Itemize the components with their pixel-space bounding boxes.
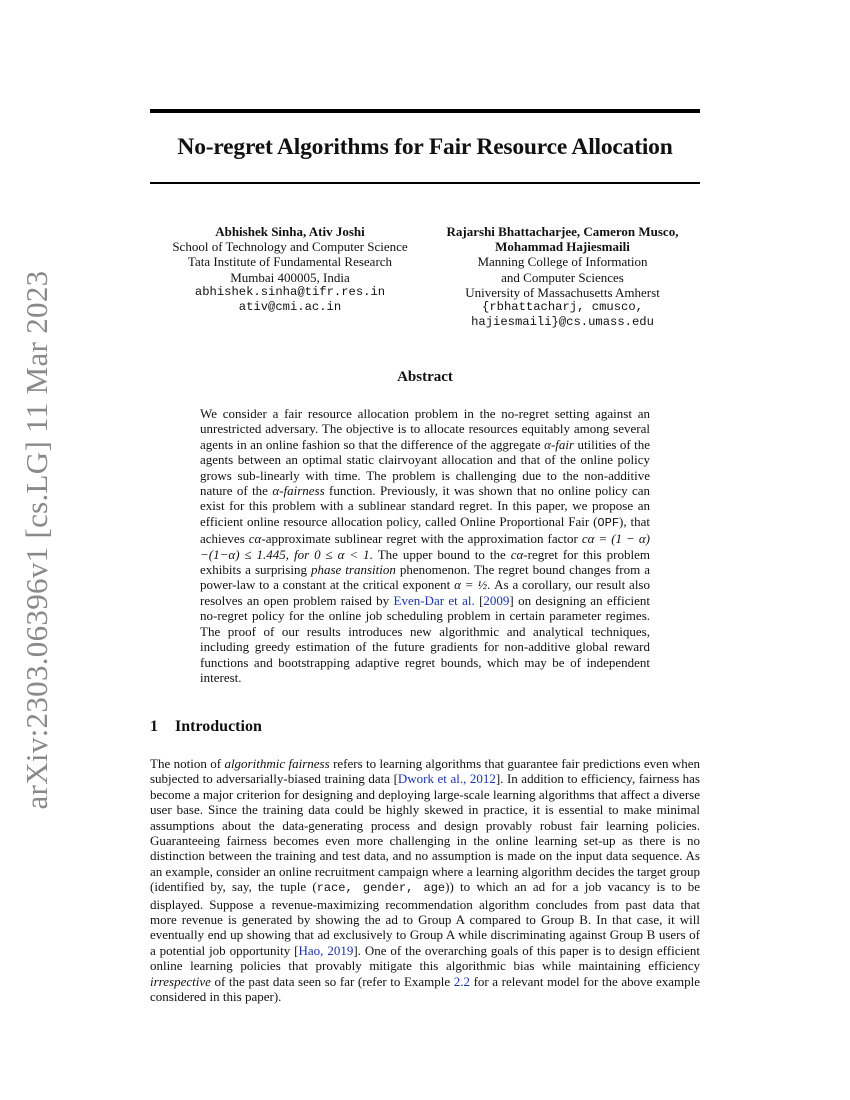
tuple-code: race, gender, age <box>316 881 446 896</box>
abstract-text-run: -approximate sublinear regret with the approximation factor <box>261 531 582 547</box>
author-email[interactable]: {rbhattacharj, cmusco, <box>482 300 643 315</box>
author-names: Mohammad Hajiesmaili <box>495 239 630 255</box>
math-alpha-fairness: α-fairness <box>272 483 325 499</box>
opf-code: OPF <box>597 515 620 530</box>
affiliation-line: School of Technology and Computer Science <box>172 239 408 255</box>
author-names: Abhishek Sinha, Ativ Joshi <box>215 224 365 239</box>
math-alpha-fair: α-fair <box>544 436 575 452</box>
abstract-text-run: on designing an efficient no-regret policy for the online job scheduling problem in certain parameter regimes. The proof of our results introduces new algorithmic and analytical techniques, including greedy estimation of the future gradients for non-additive global reward functions and bootstrapping adaptive regret bounds, which may be of independent interest. <box>200 592 650 685</box>
citation-link-hao[interactable]: Hao, 2019 <box>298 942 354 958</box>
math-critical-exponent: α = ½ <box>454 577 488 593</box>
arxiv-identifier: arXiv:2303.06396v1 [cs.LG] 11 Mar 2023 <box>19 270 54 810</box>
abstract-text: We consider a fair resource allocation problem in the no-regret setting against an unrestricted adversary. The objective is to allocate resources equitably among several agents in an online fashion so that the difference of the aggregate α-fair utilities of the agents between an optimal static clairvoyant allocation and that of the online policy grows sub-linearly with time. The problem is challenging due to the non-additive nature of the α-fairness function. Previously, it was shown that no online policy can exist for this problem with a sublinear standard regret. In this paper, we propose an efficient online resource allocation policy, called Online Proportional Fair (OPF), that achieves cα-approximate sublinear regret with the approximation factor cα = (1 − α)−(1−α) ≤ 1.445, for 0 ≤ α < 1. The upper bound to the cα-regret for this problem exhibits a surprising phase transition phenomenon. The regret bound changes from a power-law to a constant at the critical exponent α = ½. As a corollary, our result also resolves an open problem raised by Even-Dar et al. [2009] on designing an efficient no-regret policy for the online job scheduling problem in certain parameter regimes. The proof of our results introduces new algorithmic and analytical techniques, including greedy estimation of the future gradients for non-additive global reward functions and bootstrapping adaptive regret bounds, which may be of independent interest. <box>200 406 651 685</box>
intro-text-run: refers to learning algorithms that guarantee fair predictions even when subjected to adversarially-biased training data [ <box>150 756 700 787</box>
emphasis-irrespective: irrespective <box>150 973 211 989</box>
title-rule-bottom <box>150 182 700 184</box>
abstract-text-run: . The upper bound to the <box>369 546 511 562</box>
math-c-alpha: cα <box>248 531 262 547</box>
intro-text-run: ]. One of the overarching goals of this paper is to design efficient online learning policies that provably mitigate this algorithmic bias while maintaining efficiency <box>150 942 700 974</box>
citation-link-year[interactable]: 2009 <box>483 592 510 608</box>
citation-link-even-dar[interactable]: Even-Dar et al. <box>393 592 475 608</box>
abstract-text-run: . As a corollary, our result also resolves an open problem raised by <box>200 577 650 608</box>
abstract-text-run: We consider a fair resource allocation problem in the no-regret setting against an unrestricted adversary. The objective is to allocate resources equitably among several agents in an online fashion so that the difference of the aggregate <box>200 406 650 452</box>
author-block-1 <box>150 224 430 315</box>
section-title: Introduction <box>175 718 262 735</box>
intro-text-run: The notion of <box>150 756 225 771</box>
author-email[interactable]: ativ@cmi.ac.in <box>238 300 342 315</box>
affiliation-line: Manning College of Information <box>477 254 648 270</box>
affiliation-line: and Computer Sciences <box>501 269 624 285</box>
author-email[interactable]: abhishek.sinha@tifr.res.in <box>194 284 386 299</box>
abstract-heading: Abstract <box>397 369 453 385</box>
section-number: 1 <box>150 718 158 735</box>
author-email[interactable]: hajiesmaili}@cs.umass.edu <box>471 315 654 330</box>
introduction-text <box>150 756 700 1005</box>
emphasis-algorithmic-fairness: algorithmic fairness <box>224 756 330 771</box>
affiliation-line: Mumbai 400005, India <box>230 269 350 285</box>
affiliation-line: University of Massachusetts Amherst <box>465 284 660 300</box>
paper-title: No-regret Algorithms for Fair Resource Allocation <box>177 134 673 160</box>
intro-text-run: ]. In addition to efficiency, fairness has become a major criterion for designing and deploying large-scale learning algorithms that affect a diverse user base. Since the training data could be highly skewed in practice, it is essential to make minimal assumptions about the data-generating process and design provably robust fair learning policies. Guaranteeing fairness becomes even more challenging in the online learning set-up as there is no distinction between the training and test data, and no assumption is made on the input data sequence. As an example, consider an online recruitment campaign where a learning algorithm decides the target group (identified by, say, the tuple ( <box>150 771 700 895</box>
abstract-text-run: utilities of the agents between an optimal static clairvoyant allocation and that of the online policy grows sub-linearly with time. The problem is challenging due to the non-additive nature of the <box>200 436 651 499</box>
abstract-text-run: ), that achieves <box>200 513 650 547</box>
section-heading <box>150 718 262 736</box>
intro-text-run: of the past data seen so far (refer to Example <box>210 973 454 989</box>
abstract-text-run: function. Previously, it was shown that no online policy can exist for this problem with a sublinear standard regret. In this paper, we propose an efficient online resource allocation policy, called Online Proportional Fair ( <box>200 483 650 529</box>
intro-text-run: )) to which an ad for a job vacancy is to be displayed. Suppose a revenue-maximizing recommendation algorithm concludes from past data that more revenue is generated by showing the ad to Group A compared to Group B. In that case, it will eventually end up showing that ad exclusively to Group A while discriminating against Group B users of a potential job opportunity [ <box>150 879 700 958</box>
abstract-text-run: -regret for this problem exhibits a surprising <box>200 546 650 578</box>
author-names: Rajarshi Bhattacharjee, Cameron Musco, <box>446 224 679 239</box>
emphasis-phase-transition: phase transition <box>310 562 396 578</box>
title-rule-top <box>150 109 700 113</box>
citation-link-dwork[interactable]: Dwork et al., 2012 <box>397 771 496 787</box>
intro-text-run: for a relevant model for the above example considered in this paper). <box>150 973 700 1005</box>
abstract-text-run: phenomenon. The regret bound changes from a power-law to a constant at the critical exponent <box>200 562 650 593</box>
author-block-2 <box>420 224 705 330</box>
example-reference-link[interactable]: 2.2 <box>453 973 470 989</box>
math-approximation-formula: cα = (1 − α)−(1−α) ≤ 1.445, for 0 ≤ α < 1 <box>200 531 650 562</box>
math-c-alpha: cα <box>510 546 524 562</box>
affiliation-line: Tata Institute of Fundamental Research <box>187 254 393 270</box>
